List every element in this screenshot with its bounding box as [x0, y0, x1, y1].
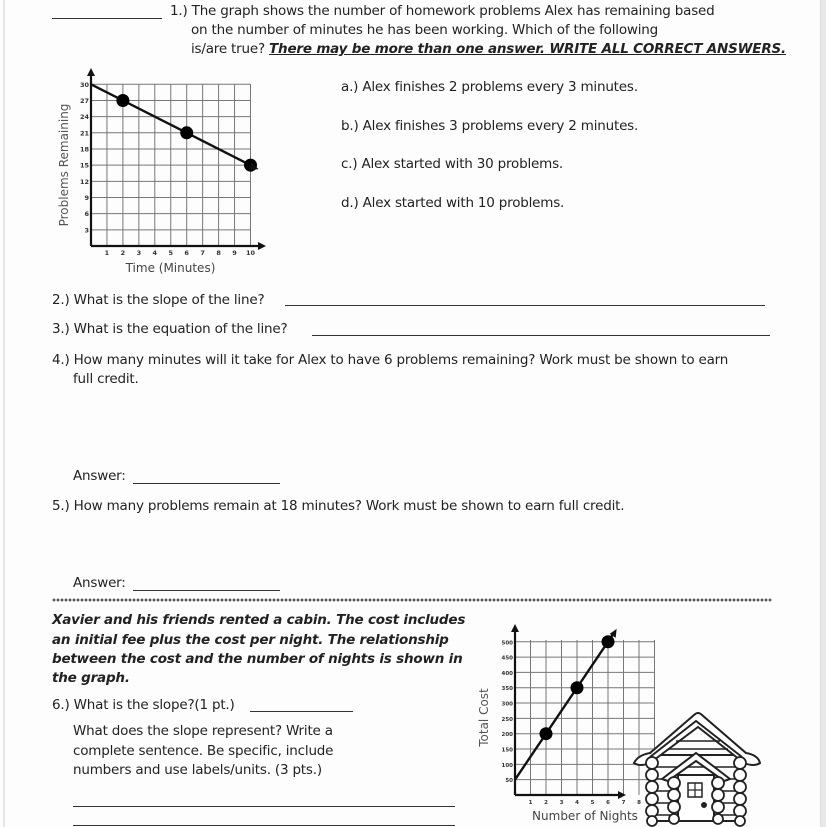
- q6-response-line-1[interactable]: [73, 806, 455, 807]
- q5-answer-label: Answer:: [73, 575, 126, 591]
- x-tick-label: 7: [200, 249, 205, 257]
- q1-option-d: d.) Alex started with 10 problems.: [341, 195, 565, 211]
- q1-instruction-emphasis: There may be more than one answer. WRITE ALL CORRECT ANSWERS: [269, 41, 782, 57]
- q1-line3: [191, 40, 786, 59]
- y-tick-label: 12: [79, 177, 89, 186]
- q1-text-line1: The graph shows the number of homework problems Alex has remaining based: [191, 3, 715, 19]
- x-tick-label: 1: [528, 800, 533, 806]
- x-tick-label: 8: [216, 249, 221, 257]
- data-point: [116, 94, 129, 107]
- y-tick-label: 150: [501, 747, 513, 754]
- x-tick-label: 8: [637, 800, 641, 806]
- y-tick-label: 3: [84, 226, 89, 235]
- data-point: [244, 159, 257, 172]
- y-tick-label: 15: [79, 161, 89, 170]
- y-tick-label: 21: [79, 129, 89, 138]
- x-tick-label: 2: [120, 249, 126, 257]
- q1-option-a: a.) Alex finishes 2 problems every 3 minutes.: [341, 79, 638, 95]
- q2-text: 2.) What is the slope of the line?: [52, 292, 265, 308]
- q1-text-line3: is/are true?: [191, 41, 265, 57]
- q1-option-c: c.) Alex started with 30 problems.: [341, 156, 564, 172]
- y-axis-arrow: [511, 624, 519, 632]
- q3-answer-blank[interactable]: [312, 335, 770, 336]
- cabin-intro-line4: the graph.: [52, 670, 130, 686]
- q6-followup-line2: complete sentence. Be specific, include: [73, 743, 334, 759]
- x-tick-label: 7: [621, 800, 626, 806]
- y-tick-label: 450: [501, 655, 513, 662]
- y-axis-title: Total Cost: [477, 688, 491, 747]
- y-tick-label: 500: [501, 640, 513, 647]
- q4-answer-blank[interactable]: [133, 483, 280, 484]
- page-edge-right: [820, 0, 826, 827]
- x-tick-label: 2: [544, 800, 548, 806]
- problems-remaining-chart: [40, 60, 300, 280]
- x-tick-label: 9: [232, 249, 237, 257]
- log-cabin-icon: [632, 705, 762, 827]
- y-tick-label: 250: [501, 716, 513, 723]
- data-point: [602, 635, 615, 648]
- x-axis-arrow: [258, 242, 266, 250]
- y-tick-label: 350: [501, 686, 513, 693]
- q1-instruction-period: .: [781, 41, 786, 57]
- q5-answer-blank[interactable]: [133, 590, 280, 591]
- page-edge-left: [3, 0, 5, 827]
- data-point: [571, 681, 584, 694]
- q6-text: 6.) What is the slope?(1 pt.): [52, 697, 235, 713]
- q1-text-line2: on the number of minutes he has been working. Which of the following: [191, 22, 659, 38]
- data-point: [180, 126, 193, 139]
- x-axis-arrow: [618, 791, 626, 799]
- y-tick-label: 200: [501, 732, 513, 739]
- q1-option-b: b.) Alex finishes 3 problems every 2 minutes.: [341, 118, 639, 134]
- q1-number: 1.): [170, 3, 188, 19]
- y-tick-label: 24: [79, 113, 89, 122]
- y-tick-label: 18: [79, 145, 89, 154]
- x-axis-title: Number of Nights: [532, 809, 638, 823]
- x-axis-title: Time (Minutes): [125, 261, 216, 275]
- q3-text: 3.) What is the equation of the line?: [52, 321, 288, 337]
- x-tick-label: 3: [559, 800, 564, 806]
- y-tick-label: 400: [501, 670, 513, 677]
- q2-answer-blank[interactable]: [285, 305, 765, 306]
- y-tick-label: 300: [501, 701, 513, 708]
- cabin-intro-line1: Xavier and his friends rented a cabin. The cost includes: [52, 612, 466, 628]
- q6-response-line-2[interactable]: [73, 825, 455, 826]
- x-tick-label: 4: [152, 249, 158, 257]
- q4-text-line2: full credit.: [73, 371, 139, 387]
- y-tick-label: 6: [84, 210, 89, 219]
- x-tick-label: 5: [590, 800, 595, 806]
- cabin-intro-line3: between the cost and the number of nights is shown in: [52, 651, 463, 667]
- q1-line1: [170, 2, 715, 21]
- data-point: [540, 727, 553, 740]
- x-tick-label: 4: [575, 800, 579, 806]
- q4-answer-label: Answer:: [73, 468, 126, 484]
- q1-answer-blank[interactable]: [52, 18, 162, 19]
- q6-answer-blank[interactable]: [250, 711, 353, 712]
- q5-text: 5.) How many problems remain at 18 minutes? Work must be shown to earn full credit.: [52, 498, 625, 514]
- x-tick-label: 6: [184, 249, 189, 257]
- x-tick-label: 3: [136, 249, 142, 257]
- x-tick-label: 5: [168, 249, 174, 257]
- y-tick-label: 50: [505, 778, 513, 785]
- x-tick-label: 10: [245, 249, 256, 257]
- x-tick-label: 6: [606, 800, 610, 806]
- y-tick-label: 30: [79, 80, 89, 89]
- q6-followup-line3: numbers and use labels/units. (3 pts.): [73, 762, 322, 778]
- y-tick-label: 27: [79, 96, 89, 105]
- y-axis-arrow: [87, 68, 95, 76]
- q6-followup-line1: What does the slope represent? Write a: [73, 723, 333, 739]
- q4-text-line1: 4.) How many minutes will it take for Alex to have 6 problems remaining? Work must be shown to earn: [52, 352, 729, 368]
- y-tick-label: 100: [501, 762, 513, 769]
- y-axis-title: Problems Remaining: [57, 103, 71, 227]
- cabin-intro-line2: an initial fee plus the cost per night. The relationship: [52, 632, 449, 648]
- section-separator: [52, 598, 772, 602]
- y-tick-label: 9: [84, 193, 89, 202]
- x-tick-label: 1: [104, 249, 110, 257]
